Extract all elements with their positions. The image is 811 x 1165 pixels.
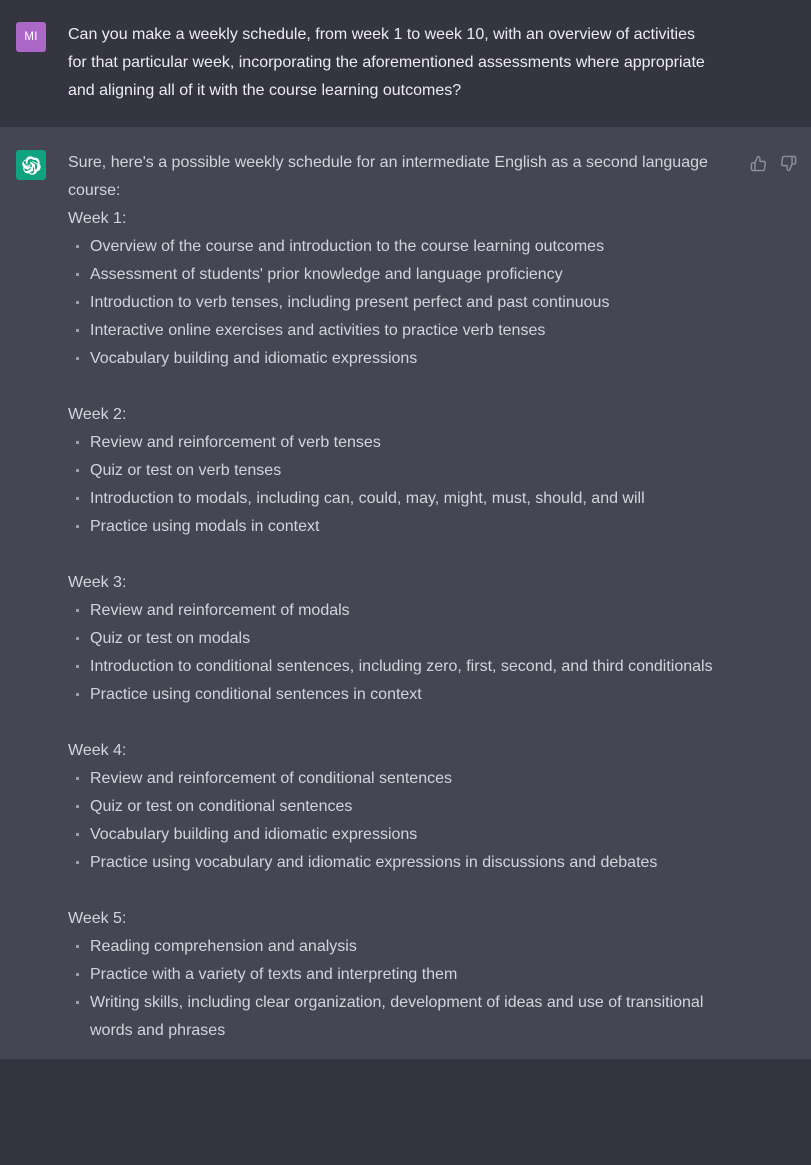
week-activity-item: Vocabulary building and idiomatic expressions (68, 345, 740, 373)
message-feedback-actions (740, 149, 797, 172)
week-activity-list (68, 429, 740, 541)
user-message-text: Can you make a weekly schedule, from week 1 to week 10, with an overview of activities for that particular week, incorporating the aforementioned assessments where appropriate and aligning all of it with the course learning outcomes? (68, 26, 705, 99)
week-heading: Week 2: (68, 406, 127, 423)
assistant-intro-text: Sure, here's a possible weekly schedule for an intermediate English as a second language course: (68, 154, 708, 199)
week-activity-item: Introduction to modals, including can, could, may, might, must, should, and will (68, 485, 740, 513)
week-activity-item: Interactive online exercises and activities to practice verb tenses (68, 317, 740, 345)
user-message-body (46, 21, 797, 105)
week-activity-item: Quiz or test on verb tenses (68, 457, 740, 485)
week-activity-item: Introduction to verb tenses, including present perfect and past continuous (68, 289, 740, 317)
week-activity-list (68, 765, 740, 877)
week-activity-item: Vocabulary building and idiomatic expressions (68, 821, 740, 849)
user-avatar-initials: MI (24, 31, 38, 43)
week-activity-list (68, 933, 740, 1045)
user-message-inner (0, 21, 811, 105)
week-activity-list (68, 233, 740, 373)
week-activity-item: Review and reinforcement of conditional sentences (68, 765, 740, 793)
week-activity-item: Practice using conditional sentences in context (68, 681, 740, 709)
weekly-schedule-list (68, 205, 740, 1045)
week-activity-item: Quiz or test on modals (68, 625, 740, 653)
week-activity-item: Practice using modals in context (68, 513, 740, 541)
week-activity-item: Writing skills, including clear organization, development of ideas and use of transitional words and phrases (68, 989, 740, 1045)
week-heading: Week 3: (68, 574, 127, 591)
week-activity-item: Assessment of students' prior knowledge and language proficiency (68, 261, 740, 289)
week-activity-item: Introduction to conditional sentences, including zero, first, second, and third conditionals (68, 653, 740, 681)
week-activity-list (68, 597, 740, 709)
openai-logo-icon (16, 150, 46, 180)
week-activity-item: Overview of the course and introduction to the course learning outcomes (68, 233, 740, 261)
week-heading: Week 1: (68, 210, 127, 227)
week-heading: Week 5: (68, 910, 127, 927)
assistant-message-row (0, 127, 811, 1059)
assistant-message-inner (0, 149, 811, 1045)
thumbs-up-icon[interactable] (750, 155, 767, 172)
week-activity-item: Practice using vocabulary and idiomatic expressions in discussions and debates (68, 849, 740, 877)
week-activity-item: Review and reinforcement of verb tenses (68, 429, 740, 457)
week-activity-item: Review and reinforcement of modals (68, 597, 740, 625)
week-activity-item: Reading comprehension and analysis (68, 933, 740, 961)
user-message-row (0, 0, 811, 127)
week-activity-item: Quiz or test on conditional sentences (68, 793, 740, 821)
user-avatar (16, 22, 46, 52)
week-heading: Week 4: (68, 742, 127, 759)
thumbs-down-icon[interactable] (780, 155, 797, 172)
assistant-message-body (46, 149, 740, 1045)
week-activity-item: Practice with a variety of texts and interpreting them (68, 961, 740, 989)
